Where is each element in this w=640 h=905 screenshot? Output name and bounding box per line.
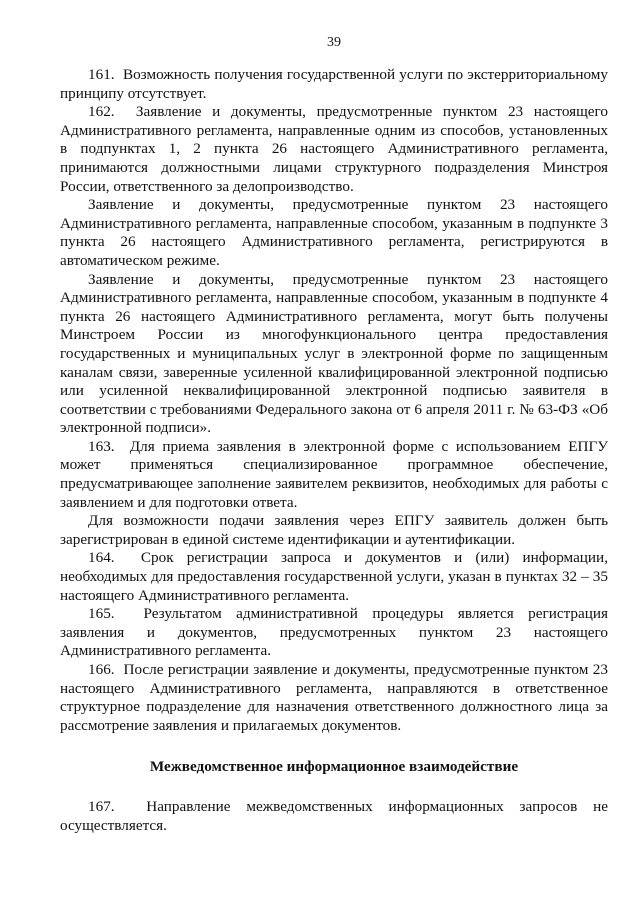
- page-number: 39: [327, 35, 341, 50]
- paragraph-164: 164. Срок регистрации запроса и документов и (или) информации, необходимых для предоставления государственной услуги, указан в пунктах 32 – 35 настоящего Административного регламента.: [60, 549, 608, 604]
- paragraph-161: 161. Возможность получения государственной услуги по экстерриториальному принципу отсутствует.: [60, 66, 608, 102]
- document-page: [60, 34, 608, 836]
- paragraph-162: 162. Заявление и документы, предусмотренные пунктом 23 настоящего Административного регламента, направленные одним из способов, установленных в подпунктах 1, 2 пункта 26 настоящего Административного регламента, принимаются должностными лицами структурного подразделения Минстроя России, ответственного за делопроизводство.: [60, 103, 608, 195]
- paragraph-163-esia: Для возможности подачи заявления через ЕПГУ заявитель должен быть зарегистрирован в единой системе идентификации и аутентификации.: [60, 512, 608, 548]
- paragraph-166: 166. После регистрации заявление и документы, предусмотренные пунктом 23 настоящего Административного регламента, направляются в ответственное структурное подразделение для назначения ответственного должностного лица за рассмотрение заявления и прилагаемых документов.: [60, 661, 608, 734]
- paragraph-167: 167. Направление межведомственных информационных запросов не осуществляется.: [60, 798, 608, 834]
- paragraph-162-mfc: Заявление и документы, предусмотренные пунктом 23 настоящего Административного регламента, направленные способом, указанным в подпункте 4 пункта 26 настоящего Административного регламента, могут быть получены Минстроем России из многофункционального центра предоставления государственных и муниципальных услуг в электронной форме по защищенным каналам связи, заверенные усиленной квалифицированной электронной подписью или усиленной неквалифицированной электронной подписью заявителя в соответствии с требованиями Федерального закона от 6 апреля 2011 г. № 63-ФЗ «Об электронной подписи».: [60, 270, 608, 437]
- paragraph-165: 165. Результатом административной процедуры является регистрация заявления и документов, предусмотренных пунктом 23 настоящего Административного регламента.: [60, 605, 608, 660]
- section-heading: Межведомственное информационное взаимодействие: [149, 758, 519, 776]
- paragraph-162-auto-registration: Заявление и документы, предусмотренные пунктом 23 настоящего Административного регламента, направленные способом, указанным в подпункте 3 пункта 26 настоящего Административного регламента, регистрируются в автоматическом режиме.: [60, 196, 608, 269]
- paragraph-163: 163. Для приема заявления в электронной форме с использованием ЕПГУ может применяться специализированное программное обеспечение, предусматривающее заполнение заявителем реквизитов, необходимых для работы с заявлением и для подготовки ответа.: [60, 437, 608, 511]
